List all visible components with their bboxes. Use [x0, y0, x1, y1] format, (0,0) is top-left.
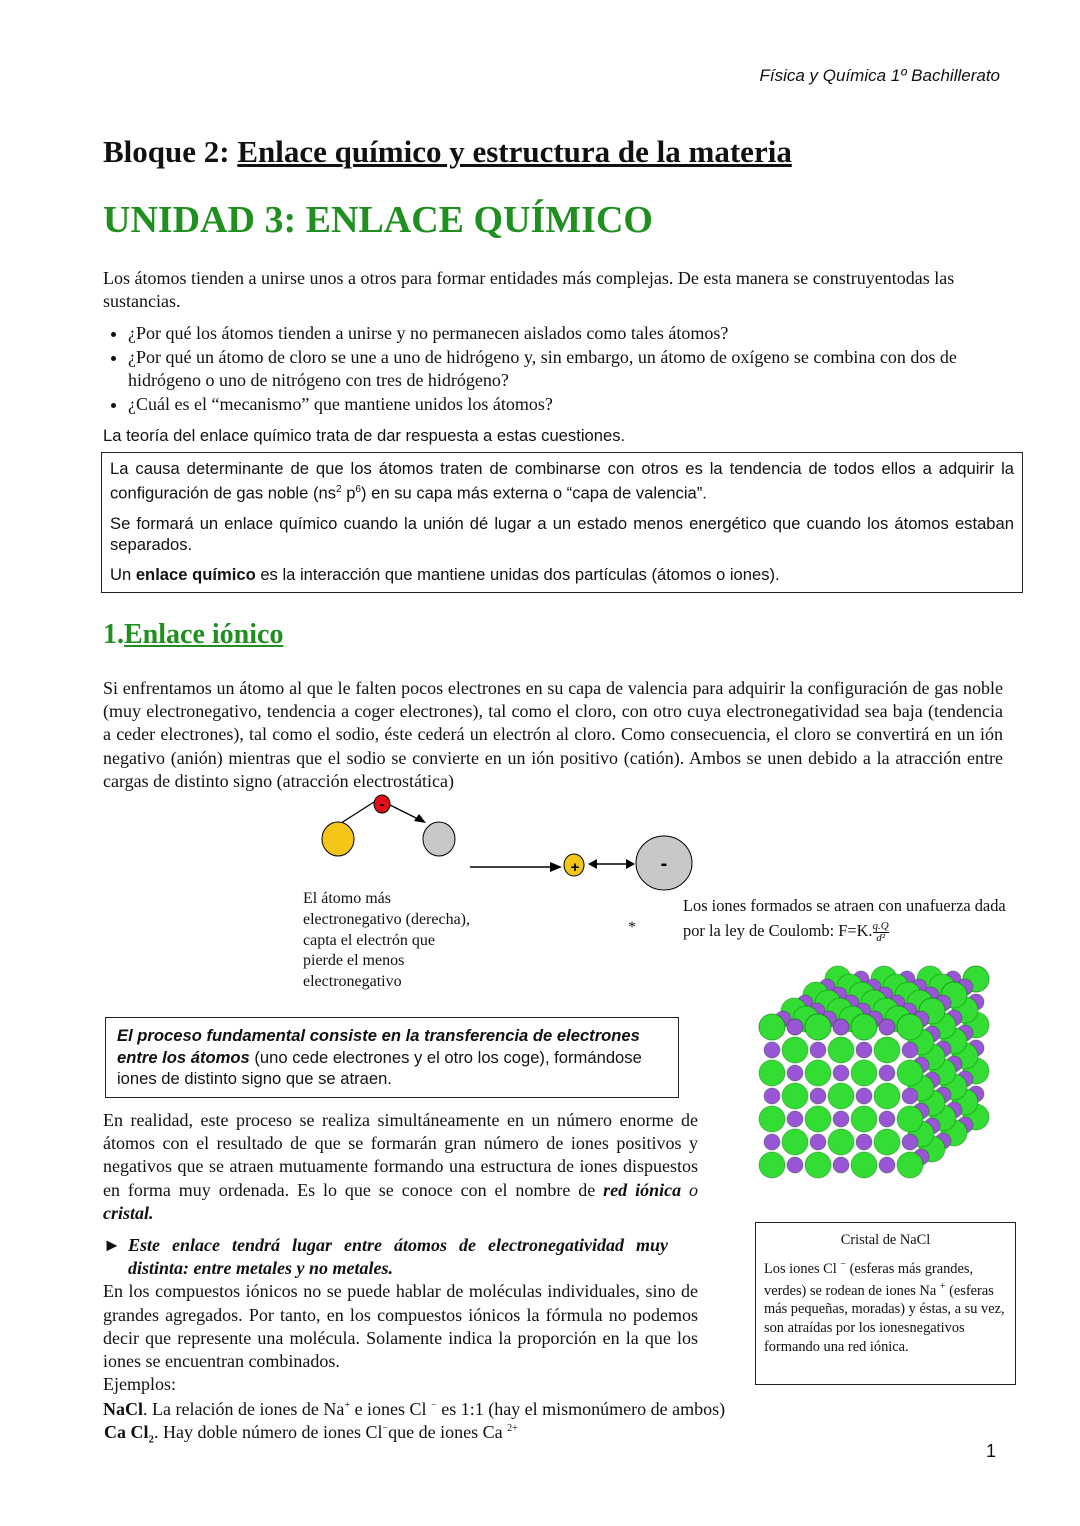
page-number: 1	[986, 1441, 997, 1461]
intro-questions	[103, 322, 1008, 416]
chloride-ion-sphere	[782, 1083, 808, 1109]
chloride-ion-sphere	[874, 1037, 900, 1063]
chloride-ion-sphere	[759, 1014, 785, 1040]
bond-line	[338, 802, 374, 825]
question-item: • ¿Cuál es el “mecanismo” que mantiene unidos los átomos?	[128, 393, 1008, 417]
chloride-ion-sphere	[897, 1106, 923, 1132]
chloride-ion-sphere	[874, 1129, 900, 1155]
sodium-ion-sphere	[833, 1157, 849, 1173]
sodium-ion-sphere	[902, 1088, 918, 1104]
transfer-summary-box: El proceso fundamental consiste en la transferencia de electrones entre los átomos (uno cede electrones y el otro los coge), formándose iones de distinto signo que se atraen.	[105, 1017, 679, 1098]
example-nacl: NaCl. La relación de iones de Na+ e iones Cl − es 1:1 (hay el mismonúmero de ambos)	[103, 1399, 726, 1419]
chloride-ion-sphere	[874, 1083, 900, 1109]
block-title: Bloque 2: Enlace químico y estructura de la materia	[103, 134, 792, 169]
key-concept-box: La causa determinante de que los átomos traten de combinarse con otros es la tendencia de todos ellos a adquirir la configuración de gas noble ($ns^2$ $p^6$) en su capa más externa o “capa de valencia”. Se formará un enlace químico cuando la unión dé lugar a un estado menos energético que cuando los átomos estaban separados. Un enlace químico es la interacción que mantiene unidas dos partículas (átomos o iones).	[101, 452, 1023, 593]
sodium-ion-sphere	[902, 1134, 918, 1150]
chloride-ion-sphere	[851, 1014, 877, 1040]
arrowhead	[588, 859, 597, 869]
sodium-ion-sphere	[787, 1111, 803, 1127]
sodium-ion-sphere	[856, 1134, 872, 1150]
ionic-compounds-paragraph: ► Este enlace tendrá lugar entre átomos de electronegatividad muy distinta: entre metales y no metales. En los compuestos iónicos no se puede hablar de moléculas individuales, sino de grandes agregados. Por tanto, en los compuestos iónicos la fórmula no podemos decir que represente una molécula. Solamente indica la proporción en la que los iones se encuentran combinados. Ejemplos:	[103, 1235, 698, 1395]
asterisk: *	[628, 919, 636, 936]
nacl-crystal-image	[745, 945, 1010, 1210]
svg-text:-: -	[379, 796, 385, 812]
sodium-ion-sphere	[787, 1157, 803, 1173]
sodium-ion-sphere	[856, 1042, 872, 1058]
diagram-caption-right: Los iones formados se atraen con unafuerza dada por la ley de Coulomb: F=K. $\frac{q.Q}{\text{d²}}$	[683, 896, 1006, 944]
ionic-lattice-paragraph: En realidad, este proceso se realiza simultáneamente en un número enorme de átomos con el resultado de que se formarán gran número de iones positivos y negativos que se atraen mutuamente formando una estructura de iones dispuestos en forma muy ordenada. Es lo que se conoce con el nombre de red iónica o cristal.	[103, 1110, 699, 1223]
chloride-ion-sphere	[851, 1152, 877, 1178]
chloride-ion-sphere	[851, 1060, 877, 1086]
chloride-ion-sphere	[897, 1152, 923, 1178]
arrowhead	[414, 814, 426, 823]
svg-text:+: +	[570, 859, 580, 876]
chloride-ion-sphere	[805, 1014, 831, 1040]
sodium-ion-sphere	[879, 1019, 895, 1035]
electron-transfer-diagram	[290, 790, 710, 900]
chloride-ion-sphere	[782, 1129, 808, 1155]
arrowhead	[550, 862, 562, 872]
chloride-ion-sphere	[805, 1060, 831, 1086]
sodium-ion-sphere	[879, 1065, 895, 1081]
unit-title: UNIDAD 3: ENLACE QUÍMICO	[103, 199, 653, 241]
sodium-ion-sphere	[787, 1065, 803, 1081]
chloride-ion-sphere	[828, 1129, 854, 1155]
sodium-ion-sphere	[787, 1019, 803, 1035]
question-item: • ¿Por qué un átomo de cloro se une a uno de hidrógeno y, sin embargo, un átomo de oxígeno se combina con dos de hidrógeno o uno de nitrógeno con tres de hidrógeno?	[128, 346, 1008, 393]
chlorine-atom	[423, 822, 455, 856]
sodium-ion-sphere	[764, 1042, 780, 1058]
sodium-ion-sphere	[764, 1088, 780, 1104]
diagram-caption-left: El átomo más electronegativo (derecha), capta el electrón que pierde el menos electronegativo	[303, 890, 471, 991]
sodium-ion-sphere	[833, 1065, 849, 1081]
sodium-ion-sphere	[810, 1088, 826, 1104]
example-cacl2: Ca $Cl_2$. Hay doble número de iones Cl−que de iones Ca $^{2+}$	[104, 1422, 518, 1446]
sodium-ion-sphere	[810, 1042, 826, 1058]
sodium-ion-sphere	[879, 1157, 895, 1173]
chloride-ion-sphere	[897, 1060, 923, 1086]
chloride-ion-sphere	[897, 1014, 923, 1040]
question-item: • ¿Por qué los átomos tienden a unirse y no permanecen aislados como tales átomos?	[128, 322, 1008, 346]
intro-paragraph: Los átomos tienden a unirse unos a otros para formar entidades más complejas. De esta manera se construyentodas las sustancias.	[103, 268, 955, 312]
crystal-caption-box: Cristal de NaCl Los iones Cl − (esferas más grandes, verdes) se rodean de iones Na + (esferas más pequeñas, moradas) y éstas, a su vez, son atraídas por los ionesnegativos formando una red iónica.	[755, 1222, 1016, 1385]
sodium-ion-sphere	[833, 1019, 849, 1035]
running-header: Física y Química 1º Bachillerato	[759, 66, 1000, 85]
chloride-ion-sphere	[828, 1083, 854, 1109]
chloride-ion-sphere	[805, 1152, 831, 1178]
chloride-ion-sphere	[759, 1106, 785, 1132]
chloride-ion-sphere	[759, 1060, 785, 1086]
chloride-ion-sphere	[828, 1037, 854, 1063]
theory-sentence: La teoría del enlace químico trata de dar respuesta a estas cuestiones.	[103, 426, 626, 445]
sodium-ion-sphere	[902, 1042, 918, 1058]
chloride-ion-sphere	[805, 1106, 831, 1132]
ionic-bond-paragraph: Si enfrentamos un átomo al que le falten pocos electrones en su capa de valencia para adquirir la configuración de gas noble (muy electronegativo, tendencia a coger electrones), tal como el cloro, con otro cuya electronegatividad sea baja (tendencia a ceder electrones), tal como el sodio, éste cederá un electrón al cloro. Como consecuencia, el cloro se convertirá en un ión negativo (anión) mientras que el sodio se convierte en un ión positivo (catión). Ambos se unen debido a la atracción entre cargas de distinto signo (atracción electrostática)	[103, 678, 1003, 791]
section-heading: 1.Enlace iónico	[103, 619, 284, 650]
sodium-ion-sphere	[856, 1088, 872, 1104]
chloride-ion-sphere	[851, 1106, 877, 1132]
coulomb-formula: $\frac{q.Q}{\text{d²}}$	[872, 919, 889, 944]
arrowhead	[626, 859, 635, 869]
sodium-ion-sphere	[879, 1111, 895, 1127]
svg-text:-: -	[660, 853, 668, 875]
chloride-ion-sphere	[759, 1152, 785, 1178]
chloride-ion-sphere	[782, 1037, 808, 1063]
transfer-arrow	[388, 804, 420, 820]
sodium-ion-sphere	[764, 1134, 780, 1150]
sodium-atom	[322, 822, 354, 856]
sodium-ion-sphere	[810, 1134, 826, 1150]
sodium-ion-sphere	[833, 1111, 849, 1127]
